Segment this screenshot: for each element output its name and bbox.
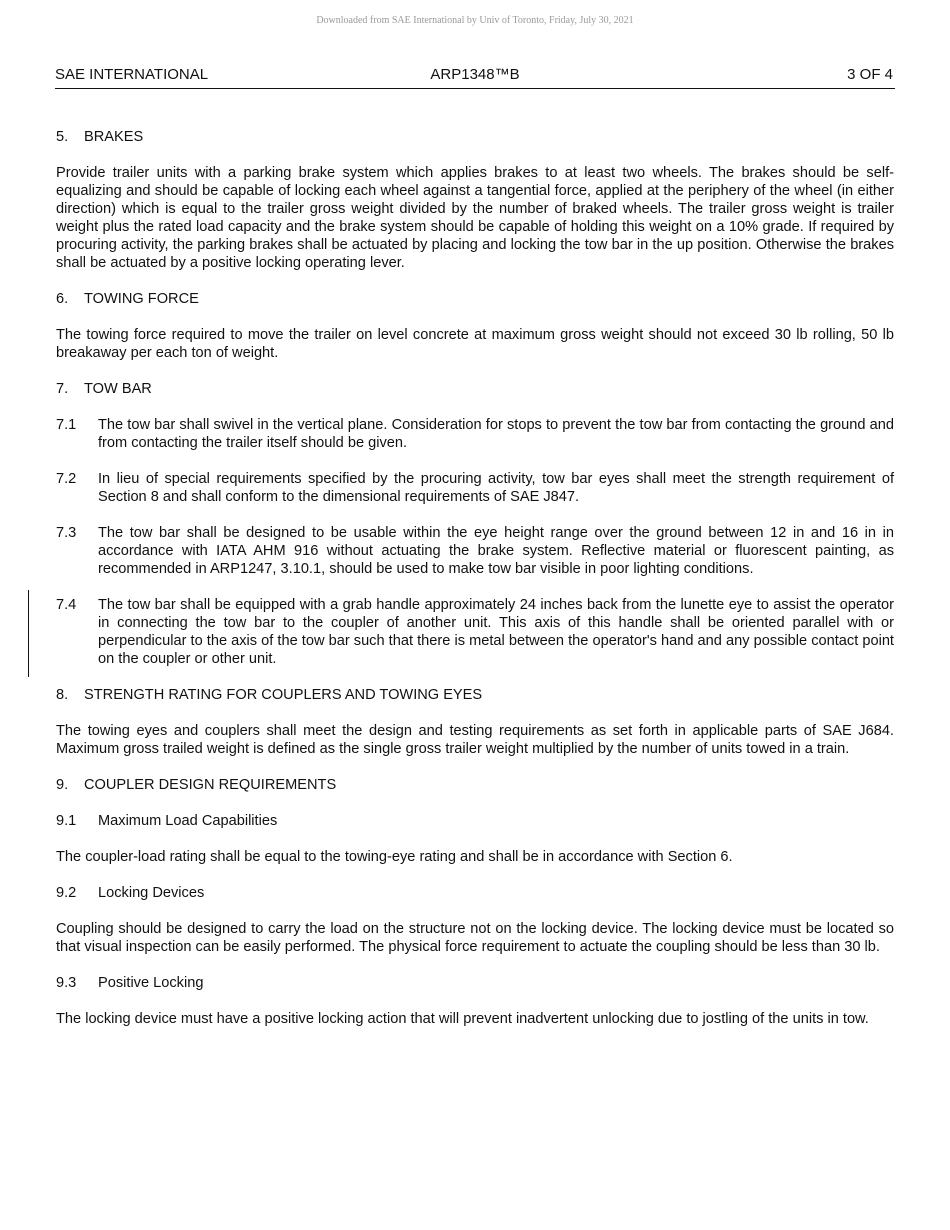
subsection-title: Locking Devices <box>98 885 205 901</box>
subsection-number: 9.3 <box>56 975 77 991</box>
section-title: STRENGTH RATING FOR COUPLERS AND TOWING EYES <box>84 687 483 703</box>
revision-change-bar <box>28 590 29 677</box>
section-9-1-text: The coupler-load rating shall be equal to the towing-eye rating and shall be in accordance with Section 6. <box>56 849 733 865</box>
section-9-3-text: The locking device must have a positive locking action that will prevent inadvertent unlocking due to jostling of the units in tow. <box>56 1011 869 1027</box>
item-text: The tow bar shall be designed to be usable within the eye height range over the ground between 12 in and 16 in in accordance with IATA AHM 916 without actuating the brake system. Reflective material or fluorescent painting, as recommended in ARP1247, 3.10.1, should be used to make tow bar visible in poor lighting conditions. <box>98 525 894 577</box>
section-6-text: The towing force required to move the trailer on level concrete at maximum gross weight should not exceed 30 lb rolling, 50 lb breakaway per each ton of weight. <box>56 327 894 361</box>
subsection-number: 9.1 <box>56 813 77 829</box>
section-9-heading <box>56 776 894 794</box>
item-number: 7.4 <box>56 597 77 613</box>
section-7-1 <box>56 416 894 452</box>
subsection-number: 9.2 <box>56 885 77 901</box>
page-header <box>55 66 895 89</box>
section-title: COUPLER DESIGN REQUIREMENTS <box>84 777 337 793</box>
item-text: In lieu of special requirements specified by the procuring activity, tow bar eyes shall meet the strength requirement of Section 8 and shall conform to the dimensional requirements of SAE J847. <box>98 471 894 505</box>
section-number: 9. <box>56 777 69 793</box>
section-5-heading <box>56 128 894 146</box>
header-document-id: ARP1348™B <box>430 66 520 83</box>
item-number: 7.3 <box>56 525 77 541</box>
subsection-title: Positive Locking <box>98 975 204 991</box>
section-7-3 <box>56 524 894 578</box>
subsection-title: Maximum Load Capabilities <box>98 813 278 829</box>
section-8-heading <box>56 686 894 704</box>
section-9-2-text: Coupling should be designed to carry the load on the structure not on the locking device. The locking device must be located so that visual inspection can be easily performed. The physical force requirement to actuate the coupling should be less than 30 lb. <box>56 921 894 955</box>
item-text: The tow bar shall be equipped with a grab handle approximately 24 inches back from the lunette eye to assist the operator in connecting the tow bar to the coupler of another unit. This axis of this handle shall be oriented parallel with or perpendicular to the axis of the tow bar such that there is metal between the operator's hand and any possible contact point on the coupler or other unit. <box>98 597 894 667</box>
section-7-heading <box>56 380 894 398</box>
section-7-4 <box>56 596 894 668</box>
header-organization: SAE INTERNATIONAL <box>55 66 209 83</box>
section-7-2 <box>56 470 894 506</box>
section-number: 8. <box>56 687 69 703</box>
document-body <box>56 128 894 1046</box>
item-number: 7.2 <box>56 471 77 487</box>
item-text: The tow bar shall swivel in the vertical plane. Consideration for stops to prevent the tow bar from contacting the ground and from contacting the trailer itself should be given. <box>98 417 894 451</box>
download-watermark: Downloaded from SAE International by Univ of Toronto, Friday, July 30, 2021 <box>316 15 634 26</box>
section-5-text: Provide trailer units with a parking brake system which applies brakes to at least two wheels. The brakes should be self-equalizing and should be capable of locking each wheel against a tangential force, applied at the periphery of the wheel (in either direction) which is equal to the trailer gross weight divided by the number of braked wheels. The trailer gross weight is trailer weight plus the rated load capacity and the brake system should be capable of holding this weight on a 10% grade. If required by procuring activity, the parking brakes shall be actuated by placing and locking the tow bar in the up position. Otherwise the brakes shall be actuated by a positive locking operating lever. <box>56 165 894 271</box>
section-title: TOW BAR <box>84 381 152 397</box>
section-number: 7. <box>56 381 69 397</box>
section-title: TOWING FORCE <box>84 291 199 307</box>
section-6-heading <box>56 290 894 308</box>
item-number: 7.1 <box>56 417 77 433</box>
section-9-2-heading <box>56 884 894 902</box>
section-9-3-heading <box>56 974 894 992</box>
section-title: BRAKES <box>84 129 144 145</box>
section-number: 6. <box>56 291 69 307</box>
section-number: 5. <box>56 129 69 145</box>
header-page-number: 3 OF 4 <box>847 66 893 83</box>
section-8-text: The towing eyes and couplers shall meet the design and testing requirements as set forth in applicable parts of SAE J684. Maximum gross trailed weight is defined as the single gross trailer weight multiplied by the number of units towed in a train. <box>56 723 894 757</box>
section-9-1-heading <box>56 812 894 830</box>
